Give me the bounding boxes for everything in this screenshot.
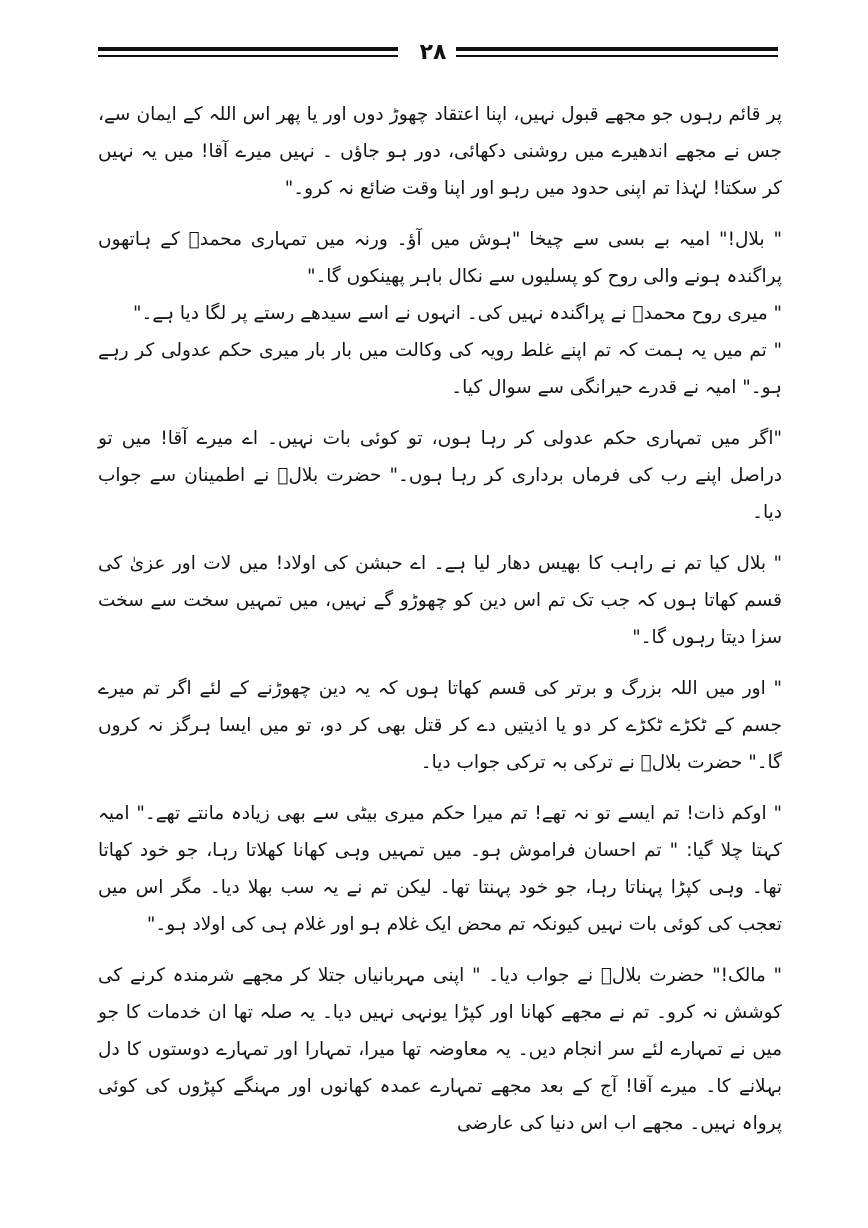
paragraph-4: " تم میں یہ ہمت کہ تم اپنے غلط رویہ کی وکالت میں بار بار میری حکم عدولی کر رہے ہو۔" امیہ نے قدرے حیرانگی سے سوال کیا۔ (98, 340, 782, 398)
paragraph-5: "اگر میں تمہاری حکم عدولی کر رہا ہوں، تو کوئی بات نہیں۔ اے میرے آقا! میں تو دراصل اپنے رب کی فرماں برداری کر رہا ہوں۔" حضرت بلالؓ نے اطمینان سے جواب دیا۔ (98, 428, 782, 523)
header-rule-left (98, 47, 398, 63)
page-body (98, 96, 782, 1142)
paragraph-7: " اور میں اللہ بزرگ و برتر کی قسم کھاتا ہوں کہ یہ دین چھوڑنے کے لئے اگر تم میرے جسم کے ٹکڑے ٹکڑے کر دو یا اذیتیں دے کر قتل بھی کر دو، تو میں ایسا ہرگز نہ کروں گا۔" حضرت بلالؓ نے ترکی بہ ترکی جواب دیا۔ (98, 678, 782, 773)
page-number: ۲۸ (419, 40, 447, 65)
paragraph-1: پر قائم رہوں جو مجھے قبول نہیں، اپنا اعتقاد چھوڑ دوں اور یا پھر اس اللہ کے ایمان سے، جس نے مجھے اندھیرے میں روشنی دکھائی، دور ہو جاؤں ۔ نہیں میرے آقا! میں یہ نہیں کر سکتا! لہٰذا تم اپنی حدود میں رہو اور اپنا وقت ضائع نہ کرو۔" (98, 104, 782, 199)
page-header (98, 42, 778, 68)
paragraph-9: " مالک!" حضرت بلالؓ نے جواب دیا۔ " اپنی مہربانیاں جتلا کر مجھے شرمندہ کرنے کی کوشش نہ کرو۔ تم نے مجھے کھانا اور کپڑا یونہی نہیں دیا۔ یہ صلہ تھا ان خدمات کا جو میں نے تمہارے لئے سر انجام دیں۔ یہ معاوضہ تھا میرا، تمہارا اور تمہارے دوستوں کا دل بہلانے کا۔ میرے آقا! آج کے بعد مجھے تمہارے عمدہ کھانوں اور مہنگے کپڑوں کی کوئی پرواہ نہیں۔ مجھے اب اس دنیا کی عارضی (98, 965, 782, 1134)
paragraph-8: " اوکم ذات! تم ایسے تو نہ تھے! تم میرا حکم میری بیٹی سے بھی زیادہ مانتے تھے۔" امیہ کہتا چلا گیا: " تم احسان فراموش ہو۔ میں تمہیں وہی کھانا کھلاتا رہا، جو خود کھاتا تھا۔ وہی کپڑا پہناتا رہا، جو خود پہنتا تھا۔ لیکن تم نے یہ سب بھلا دیا۔ مگر اس میں تعجب کی کوئی بات نہیں کیونکہ تم محض ایک غلام ہو اور غلام ہی کی اولاد ہو۔" (98, 803, 782, 935)
header-rule-right (456, 47, 778, 63)
paragraph-3: " میری روح محمدؐ نے پراگندہ نہیں کی۔ انہوں نے اسے سیدھے رستے پر لگا دیا ہے۔" (133, 303, 782, 324)
paragraph-6: " بلال کیا تم نے راہب کا بھیس دھار لیا ہے۔ اے حبشن کی اولاد! میں لات اور عزیٰ کی قسم کھاتا ہوں کہ جب تک تم اس دین کو چھوڑو گے نہیں، میں تمہیں سخت سے سخت سزا دیتا رہوں گا۔" (98, 553, 782, 648)
paragraph-2: " بلال!" امیہ بے بسی سے چیخا "ہوش میں آؤ۔ ورنہ میں تمہاری محمدؐ کے ہاتھوں پراگندہ ہونے والی روح کو پسلیوں سے نکال باہر پھینکوں گا۔" (98, 229, 782, 287)
